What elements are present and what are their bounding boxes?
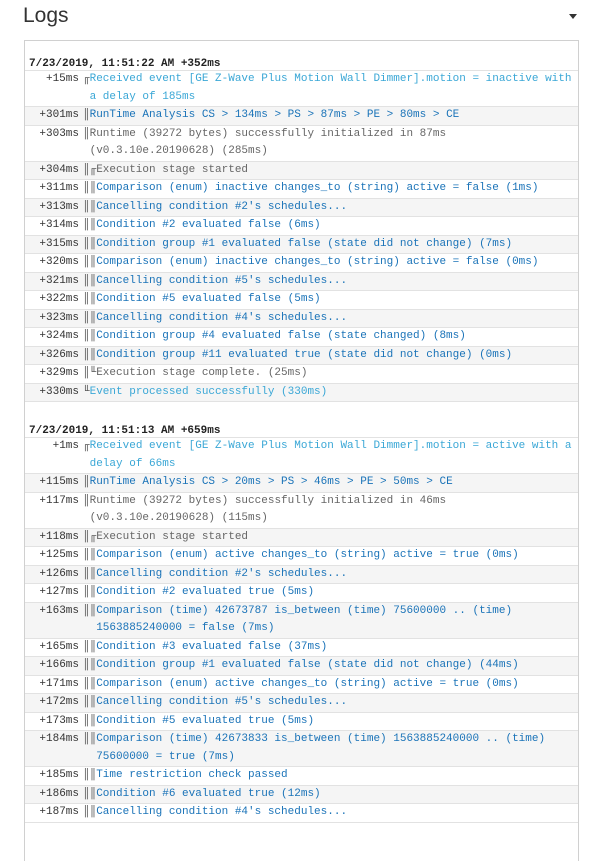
log-tree-prefix: ║║ [83,640,97,653]
log-row [25,273,578,292]
log-row [25,713,578,732]
log-rows [25,71,578,402]
log-message: Condition #5 evaluated true (5ms) [96,714,315,727]
log-message: Condition group #11 evaluated true (state did not change) (0ms) [96,348,513,361]
log-tree-prefix: ║║ [83,696,97,708]
log-row [25,804,578,823]
log-tree-prefix: ║ [83,494,90,507]
log-time-offset: +329ms [39,367,79,379]
log-tree-prefix: ║║ [83,237,97,250]
log-message: Event processed successfully (330ms) [89,385,328,398]
log-time-offset: +330ms [39,385,79,398]
log-row [25,639,578,658]
logs-panel[interactable] [24,40,579,861]
log-time-offset: +301ms [39,109,79,121]
caret-down-icon[interactable] [569,14,577,19]
log-time-offset: +115ms [39,476,79,488]
log-message: Condition #6 evaluated true (12ms) [96,787,321,800]
log-row [25,126,578,162]
log-time-offset: +1ms [52,440,79,452]
log-tree-prefix: ║║ [83,567,97,580]
log-tree-prefix: ║ [83,127,90,140]
log-tree-prefix: ║╓ [83,530,97,543]
log-tree-prefix: ║ [83,476,90,488]
log-tree-prefix: ║║ [83,733,97,745]
log-tree-prefix: ║║ [83,182,97,194]
log-time-offset: +15ms [45,73,79,85]
log-row [25,162,578,181]
log-time-offset: +304ms [39,163,79,176]
log-time-offset: +313ms [39,200,79,213]
log-time-offset: +173ms [39,714,79,727]
log-tree-prefix: ║║ [83,549,97,561]
log-time-offset: +324ms [39,330,79,342]
log-message: Runtime (39272 bytes) successfully initialized in 87ms (v0.3.10e.20190628) (285ms) [89,127,453,157]
log-time-offset: +311ms [39,182,79,194]
log-row [25,291,578,310]
log-time-offset: +185ms [39,769,79,781]
log-row [25,566,578,585]
log-tree-prefix: ║║ [83,586,97,598]
log-tree-prefix: ║║ [83,348,97,361]
log-tree-prefix: ║╙ [83,367,97,379]
log-time-offset: +322ms [39,293,79,305]
log-row [25,493,578,529]
log-row [25,547,578,566]
log-message: Comparison (time) 42673833 is_between (time) 1563885240000 .. (time) 75600000 = true (7ms) [96,733,552,763]
log-time-offset: +127ms [39,586,79,598]
log-row [25,694,578,713]
log-time-offset: +326ms [39,348,79,361]
log-row [25,676,578,695]
log-time-offset: +125ms [39,549,79,561]
log-message: Execution stage started [96,163,249,176]
log-message: Condition #2 evaluated true (5ms) [96,586,315,598]
log-message: Condition #3 evaluated false (37ms) [96,640,328,653]
log-time-offset: +314ms [39,219,79,231]
log-time-offset: +166ms [39,659,79,671]
log-group-timestamp: 7/23/2019, 11:51:13 AM +659ms [25,408,578,438]
log-message: Execution stage complete. (25ms) [96,367,308,379]
log-row [25,384,578,403]
page-title: Logs [23,4,69,27]
log-tree-prefix: ║ [83,109,90,121]
log-row [25,657,578,676]
log-message: Cancelling condition #4's schedules... [96,311,348,324]
log-row [25,786,578,805]
log-time-offset: +320ms [39,256,79,268]
log-row [25,438,578,474]
log-tree-prefix: ║║ [83,677,97,690]
log-message: RunTime Analysis CS > 20ms > PS > 46ms > PE > 50ms > CE [89,476,453,488]
log-message: Condition #2 evaluated false (6ms) [96,219,321,231]
log-message: Comparison (enum) active changes_to (string) active = true (0ms) [96,549,519,561]
logs-header [0,0,601,40]
log-tree-prefix: ║║ [83,769,97,781]
log-row [25,199,578,218]
log-time-offset: +172ms [39,696,79,708]
log-time-offset: +323ms [39,311,79,324]
log-message: Cancelling condition #4's schedules... [96,806,348,818]
log-group-timestamp: 7/23/2019, 11:51:22 AM +352ms [25,41,578,71]
log-message: Received event [GE Z-Wave Plus Motion Wall Dimmer].motion = active with a delay of 66ms [89,440,579,470]
log-row [25,71,578,107]
log-tree-prefix: ╓ [83,73,90,85]
log-row [25,217,578,236]
log-row [25,365,578,384]
log-message: Execution stage started [96,530,249,543]
log-message: Cancelling condition #2's schedules... [96,567,348,580]
log-tree-prefix: ║║ [83,256,97,268]
log-tree-prefix: ╙ [83,385,90,398]
log-row [25,254,578,273]
log-tree-prefix: ║║ [83,311,97,324]
log-time-offset: +186ms [39,787,79,800]
log-row [25,603,578,639]
log-message: Comparison (enum) inactive changes_to (string) active = false (1ms) [96,182,539,194]
log-message: Cancelling condition #2's schedules... [96,200,348,213]
log-row [25,328,578,347]
log-message: Comparison (enum) active changes_to (string) active = true (0ms) [96,677,519,690]
log-time-offset: +117ms [39,494,79,507]
log-message: Condition group #4 evaluated false (state changed) (8ms) [96,330,466,342]
log-row [25,474,578,493]
log-message: Condition group #1 evaluated false (state did not change) (44ms) [96,659,519,671]
log-message: Comparison (time) 42673787 is_between (time) 75600000 .. (time) 1563885240000 = false (7ms) [96,604,519,634]
log-time-offset: +321ms [39,274,79,287]
log-message: Condition group #1 evaluated false (state did not change) (7ms) [96,237,513,250]
log-message: RunTime Analysis CS > 134ms > PS > 87ms > PE > 80ms > CE [89,109,460,121]
log-time-offset: +165ms [39,640,79,653]
log-row [25,236,578,255]
log-tree-prefix: ║║ [83,200,97,213]
log-message: Cancelling condition #5's schedules... [96,274,348,287]
log-tree-prefix: ║║ [83,787,97,800]
log-row [25,107,578,126]
log-time-offset: +171ms [39,677,79,690]
log-message: Received event [GE Z-Wave Plus Motion Wall Dimmer].motion = inactive with a delay of 185ms [89,73,579,103]
log-message: Condition #5 evaluated false (5ms) [96,293,321,305]
log-time-offset: +187ms [39,806,79,818]
log-tree-prefix: ║║ [83,806,97,818]
log-row [25,310,578,329]
log-time-offset: +303ms [39,127,79,140]
log-tree-prefix: ║║ [83,274,97,287]
log-time-offset: +126ms [39,567,79,580]
log-tree-prefix: ║║ [83,293,97,305]
log-row [25,347,578,366]
log-tree-prefix: ║║ [83,219,97,231]
log-row [25,584,578,603]
log-row [25,767,578,786]
log-tree-prefix: ║║ [83,659,97,671]
log-row [25,180,578,199]
log-tree-prefix: ║╓ [83,163,97,176]
log-message: Cancelling condition #5's schedules... [96,696,348,708]
log-rows [25,438,578,823]
log-time-offset: +118ms [39,530,79,543]
log-message: Comparison (enum) inactive changes_to (string) active = false (0ms) [96,256,539,268]
log-time-offset: +163ms [39,604,79,617]
log-group [25,41,578,402]
log-tree-prefix: ║║ [83,604,97,617]
log-row [25,731,578,767]
log-time-offset: +315ms [39,237,79,250]
log-time-offset: +184ms [39,733,79,745]
log-tree-prefix: ╓ [83,440,90,452]
log-group [25,408,578,823]
log-message: Time restriction check passed [96,769,288,781]
log-message: Runtime (39272 bytes) successfully initialized in 46ms (v0.3.10e.20190628) (115ms) [89,494,453,524]
log-row [25,529,578,548]
log-tree-prefix: ║║ [83,714,97,727]
log-tree-prefix: ║║ [83,330,97,342]
